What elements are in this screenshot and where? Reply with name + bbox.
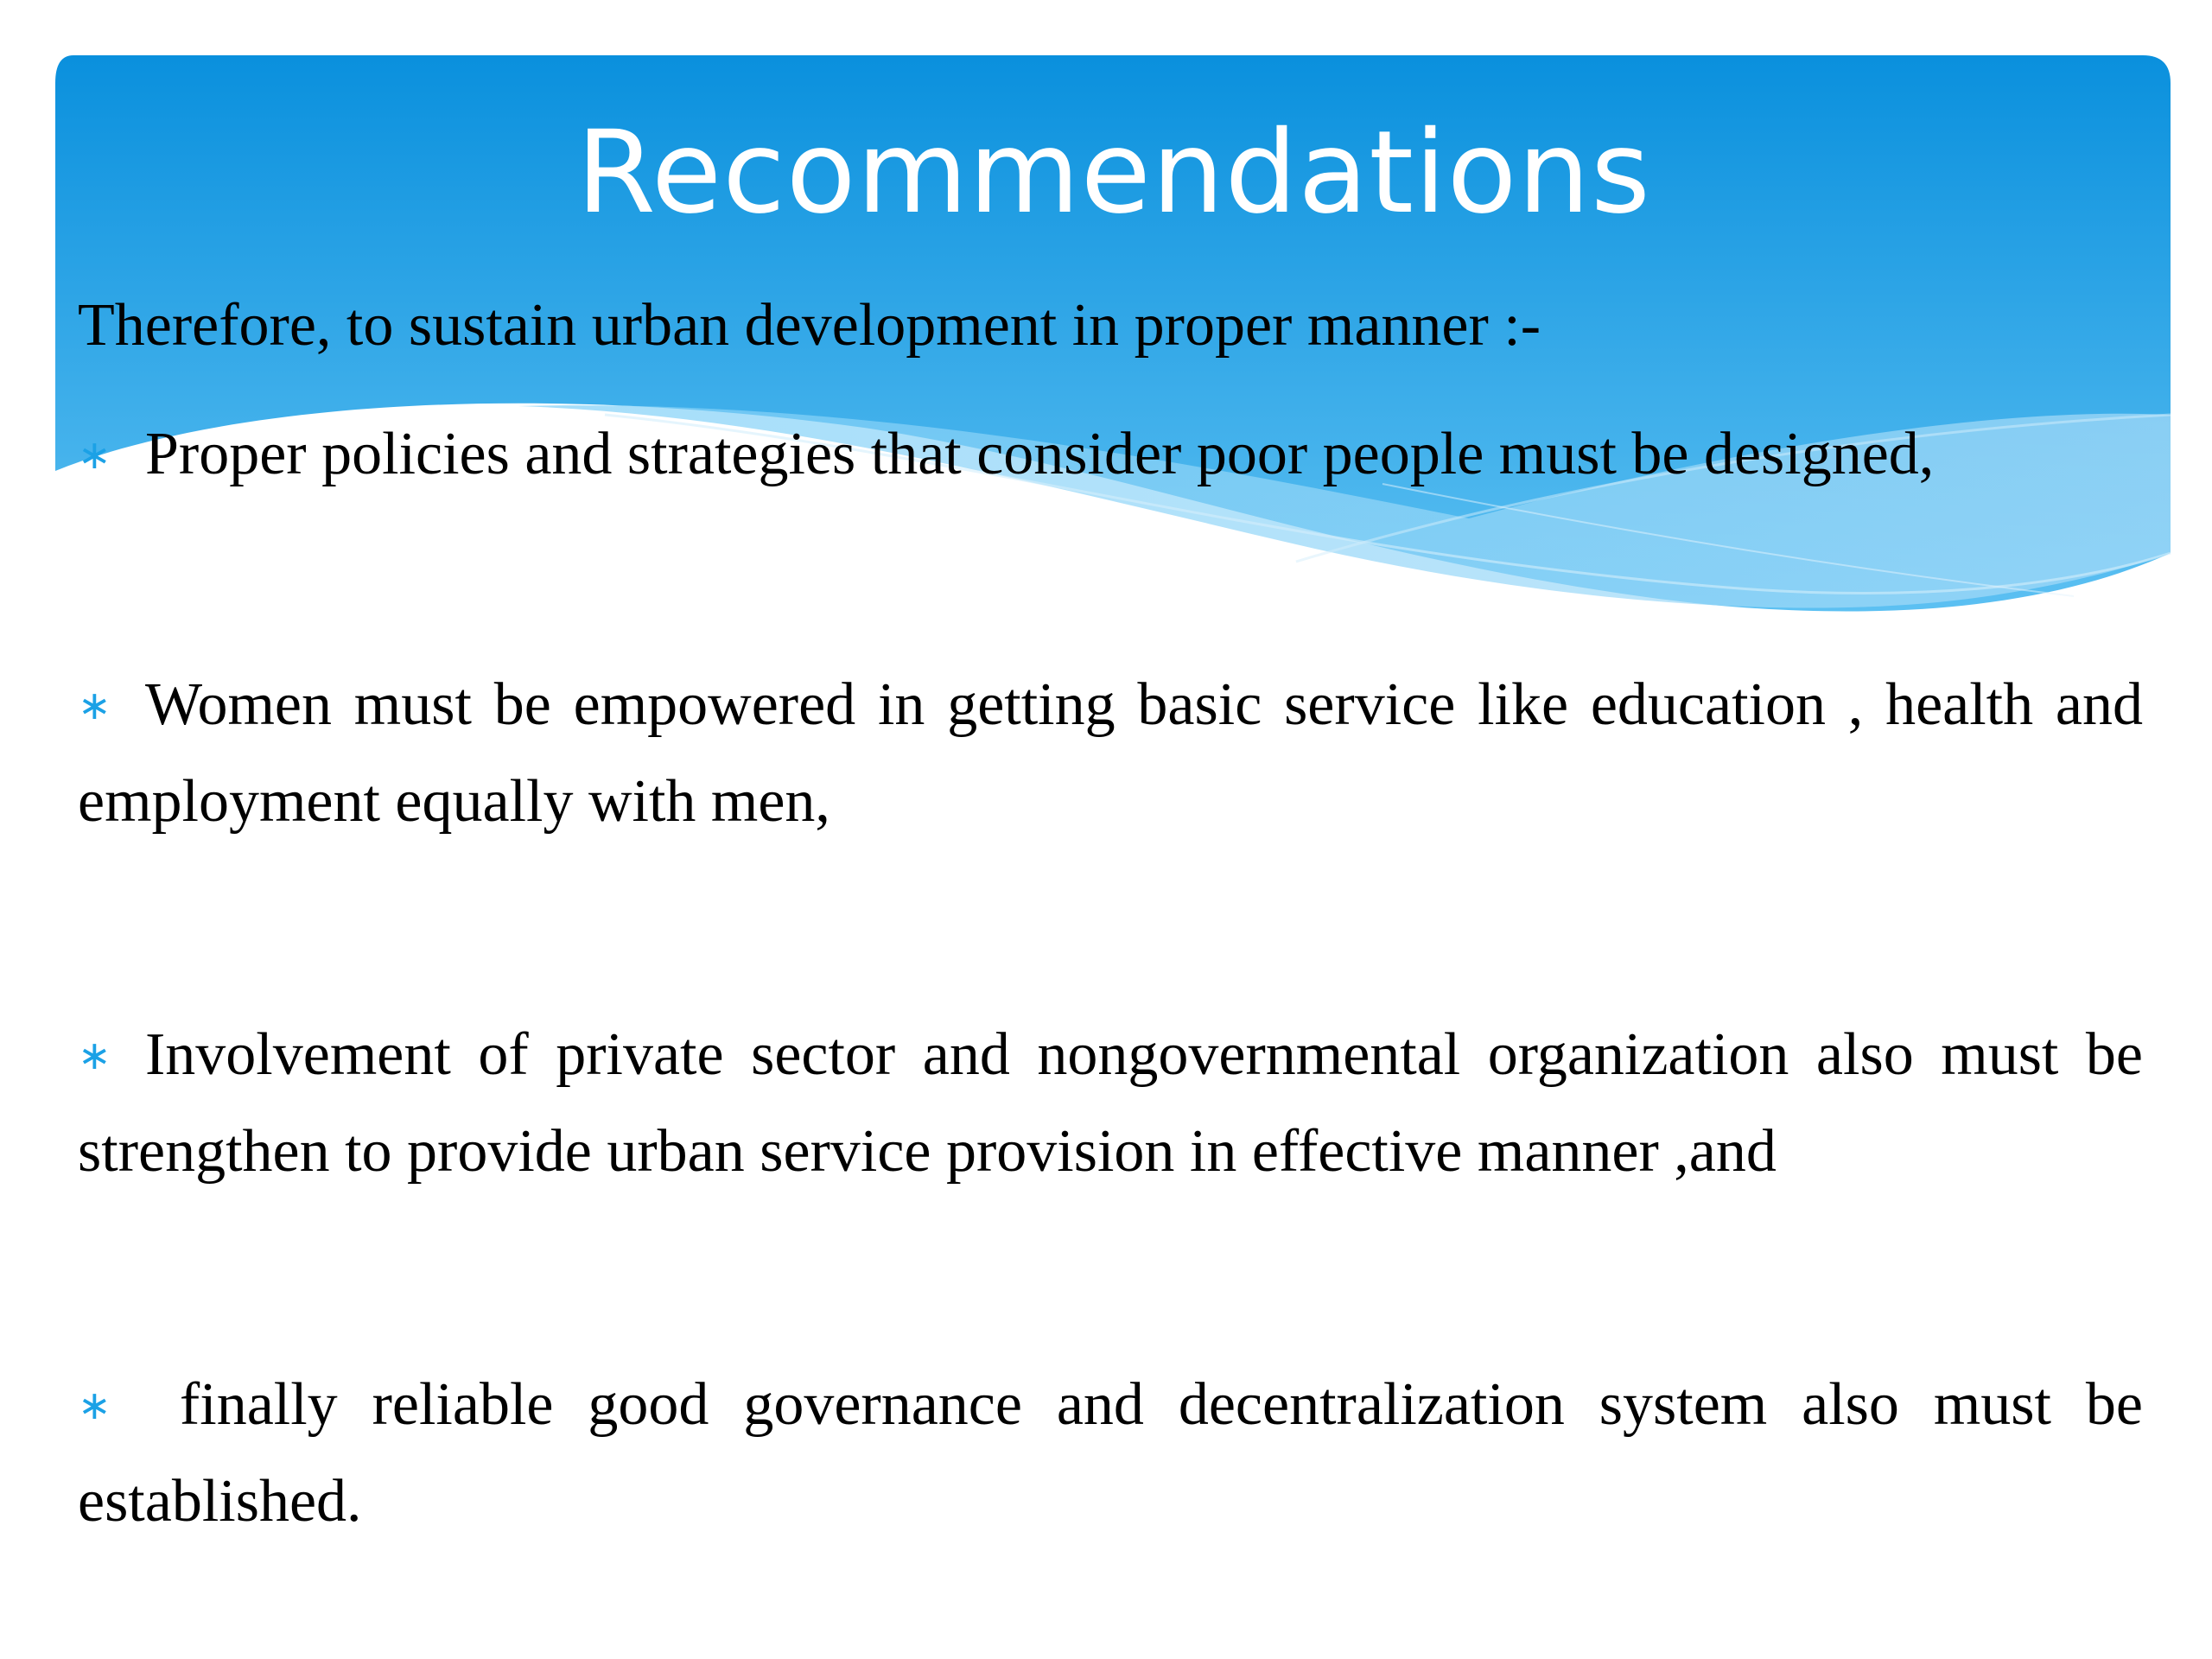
bullet-text: Women must be empowered in getting basic service like education , health and employment equally with men,: [78, 671, 2143, 835]
bullet-item-1: [78, 406, 2143, 503]
intro-text: Therefore, to sustain urban development in proper manner :-: [78, 292, 1541, 359]
bullet-item-2: [78, 657, 2143, 850]
slide-title: Recommendations: [576, 106, 1651, 239]
bullet-star-icon: ∗: [78, 682, 111, 728]
bullet-text: Proper policies and strategies that consider poor people must be designed,: [145, 421, 1935, 487]
bullet-star-icon: ∗: [78, 1032, 111, 1078]
bullet-star-icon: ∗: [78, 431, 111, 478]
bullet-text: finally reliable good governance and decentralization system also must be established.: [78, 1371, 2143, 1535]
bullet-item-3: [78, 1007, 2143, 1200]
bullet-item-4: [78, 1357, 2143, 1550]
bullet-text: Involvement of private sector and nongovernmental organization also must be strengthen to provide urban service provision in effective manner ,and: [78, 1021, 2143, 1185]
bullet-star-icon: ∗: [78, 1382, 111, 1428]
